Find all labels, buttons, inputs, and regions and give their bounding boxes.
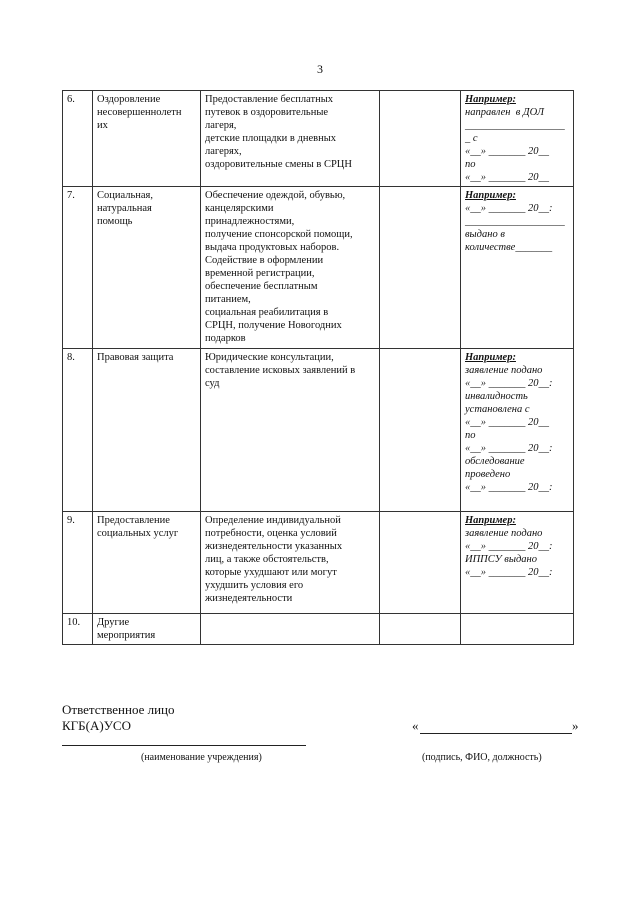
activity-text: потребности, оценка условий <box>205 528 337 539</box>
activity-text: Определение индивидуальной <box>205 515 341 526</box>
direction-text: Оздоровление <box>97 94 161 105</box>
activity-text: СРЦН, получение Новогодних <box>205 320 342 331</box>
table-row <box>63 614 574 645</box>
example-title: Например: <box>465 352 516 363</box>
example-text: выдано в <box>465 229 505 240</box>
example-text: _ с <box>465 133 478 144</box>
direction-text: натуральная <box>97 203 152 214</box>
direction-text: социальных услуг <box>97 528 179 539</box>
institution-name-line <box>62 745 306 746</box>
activity-text: Обеспечение одеждой, обувью, <box>205 190 346 201</box>
activity-text: получение спонсорской помощи, <box>205 229 353 240</box>
example-text: заявление подано <box>465 528 543 539</box>
empty-cell <box>380 91 461 187</box>
table-row <box>63 512 574 614</box>
responsible-person-label: Ответственное лицо <box>62 702 175 717</box>
activity-text: лиц, а также обстоятельств, <box>205 554 329 565</box>
example-title: Например: <box>465 515 516 526</box>
row-number: 10. <box>63 614 93 645</box>
row-number: 7. <box>63 187 93 349</box>
activity-text: выдача продуктовых наборов. <box>205 242 340 253</box>
direction-text: Правовая защита <box>97 352 174 363</box>
example-text: количестве_______ <box>465 242 553 253</box>
row-number: 8. <box>63 349 93 512</box>
activities-cell <box>201 614 380 645</box>
example-text: заявление подано <box>465 365 543 376</box>
example-text: обследование <box>465 456 525 467</box>
activities-cell <box>201 512 380 614</box>
example-cell <box>461 614 574 645</box>
direction-text: Предоставление <box>97 515 170 526</box>
institution-abbrev-label: КГБ(А)УСО <box>62 718 131 733</box>
example-title: Например: <box>465 94 516 105</box>
empty-cell <box>380 187 461 349</box>
example-text: инвалидность <box>465 391 528 402</box>
activity-text: принадлежностями, <box>205 216 295 227</box>
example-text: «__» _______ 20__: <box>465 203 553 214</box>
table-row <box>63 91 574 187</box>
direction-cell <box>93 512 201 614</box>
activity-text: составление исковых заявлений в <box>205 365 356 376</box>
empty-cell <box>380 614 461 645</box>
activity-text: жизнедеятельности указанных <box>205 541 343 552</box>
signature-line <box>420 733 572 734</box>
direction-text: их <box>97 120 108 131</box>
activities-cell <box>201 349 380 512</box>
activity-text: подарков <box>205 333 246 344</box>
example-title: Например: <box>465 190 516 201</box>
example-text: ИППСУ выдано <box>465 554 537 565</box>
direction-text: несовершеннолетн <box>97 107 182 118</box>
example-text: установлена с <box>465 404 530 415</box>
quote-open: « <box>412 718 419 733</box>
direction-cell <box>93 349 201 512</box>
example-text: «__» _______ 20__ <box>465 146 549 157</box>
activity-text: лагеря, <box>205 120 237 131</box>
example-text: ___________________ <box>465 120 565 131</box>
direction-text: Другие <box>97 617 130 628</box>
direction-text: Социальная, <box>97 190 154 201</box>
example-text: «__» _______ 20__: <box>465 378 553 389</box>
example-text: «__» _______ 20__ <box>465 417 549 428</box>
activity-text: Содействие в оформлении <box>205 255 324 266</box>
table-row <box>63 349 574 512</box>
row-number: 9. <box>63 512 93 614</box>
direction-text: мероприятия <box>97 630 156 641</box>
activity-text: оздоровительные смены в СРЦН <box>205 159 352 170</box>
example-cell <box>461 512 574 614</box>
activity-text: Юридические консультации, <box>205 352 334 363</box>
example-text: по <box>465 159 476 170</box>
activity-text: лагерях, <box>205 146 242 157</box>
example-cell <box>461 349 574 512</box>
example-text: ___________________ <box>465 216 565 227</box>
activities-cell <box>201 91 380 187</box>
quote-close: » <box>572 718 579 733</box>
example-text: «__» _______ 20__ <box>465 172 549 183</box>
activity-text: Предоставление бесплатных <box>205 94 334 105</box>
measures-table <box>62 90 574 645</box>
activity-text: ухудшить условия его <box>205 580 304 591</box>
empty-cell <box>380 512 461 614</box>
example-text: по <box>465 430 476 441</box>
activity-text: обеспечение бесплатным <box>205 281 318 292</box>
example-text: «__» _______ 20__: <box>465 541 553 552</box>
activity-text: путевок в оздоровительные <box>205 107 329 118</box>
table-row <box>63 187 574 349</box>
activity-text: жизнедеятельности <box>205 593 293 604</box>
example-cell <box>461 91 574 187</box>
activity-text: временной регистрации, <box>205 268 315 279</box>
direction-cell <box>93 91 201 187</box>
activity-text: социальная реабилитация в <box>205 307 329 318</box>
direction-cell <box>93 187 201 349</box>
empty-cell <box>380 349 461 512</box>
page-number: 3 <box>317 62 323 76</box>
example-text: проведено <box>465 469 511 480</box>
direction-cell <box>93 614 201 645</box>
activity-text: канцелярскими <box>205 203 274 214</box>
signature-caption: (подпись, ФИО, должность) <box>422 752 542 763</box>
example-text: «__» _______ 20__: <box>465 567 553 578</box>
direction-text: помощь <box>97 216 133 227</box>
activities-cell <box>201 187 380 349</box>
activity-text: суд <box>205 378 220 389</box>
activity-text: которые ухудшают или могут <box>205 567 337 578</box>
example-cell <box>461 187 574 349</box>
activity-text: детские площадки в дневных <box>205 133 337 144</box>
example-text: направлен в ДОЛ <box>465 107 545 118</box>
example-text: «__» _______ 20__: <box>465 443 553 454</box>
activity-text: питанием, <box>205 294 251 305</box>
example-text: «__» _______ 20__: <box>465 482 553 493</box>
row-number: 6. <box>63 91 93 187</box>
institution-caption: (наименование учреждения) <box>141 752 262 763</box>
